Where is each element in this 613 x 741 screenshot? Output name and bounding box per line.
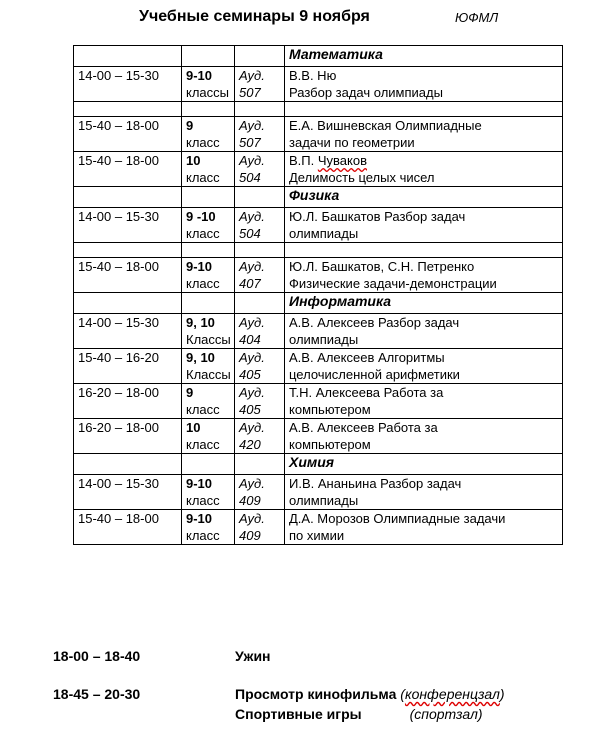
grade-number: 9-10: [186, 511, 213, 526]
session-room: [235, 67, 285, 102]
empty-cell: [235, 102, 285, 117]
empty-cell: [74, 454, 182, 475]
empty-cell: [235, 187, 285, 208]
session-topic: олимпиады: [289, 493, 359, 508]
section-header: [74, 454, 563, 475]
session-description: [285, 117, 563, 152]
extra-place-name: конференцзал: [404, 686, 500, 702]
grade-word: класс: [186, 493, 220, 508]
schedule-row: [74, 152, 563, 187]
session-room: [235, 258, 285, 293]
session-topic: олимпиады: [289, 226, 359, 241]
empty-cell: [74, 187, 182, 208]
schedule-row: [74, 475, 563, 510]
empty-cell: [235, 243, 285, 258]
room-label: Ауд.: [239, 385, 265, 400]
section-header: [74, 293, 563, 314]
session-topic: компьютером: [289, 402, 371, 417]
grade-word: класс: [186, 276, 220, 291]
session-topic: Делимость целых чисел: [289, 170, 435, 185]
session-topic: Разбор задач олимпиады: [289, 85, 443, 100]
grade-word: класс: [186, 402, 220, 417]
session-grade: [182, 208, 235, 243]
room-number: 507: [239, 135, 261, 150]
room-number: 405: [239, 402, 261, 417]
grade-number: 9: [186, 118, 194, 133]
room-number: 404: [239, 332, 261, 347]
session-time: 14-00 – 15-30: [74, 208, 182, 243]
session-description: [285, 384, 563, 419]
room-number: 504: [239, 226, 261, 241]
session-time: 15-40 – 16-20: [74, 349, 182, 384]
grade-word: класс: [186, 170, 220, 185]
section-subject: Математика: [285, 46, 563, 67]
session-grade: [182, 67, 235, 102]
session-time: 14-00 – 15-30: [74, 314, 182, 349]
session-time: 14-00 – 15-30: [74, 475, 182, 510]
session-teacher: А.В. Алексеев Алгоритмы: [289, 350, 445, 365]
room-number: 409: [239, 528, 261, 543]
session-time: 15-40 – 18-00: [74, 510, 182, 545]
session-grade: [182, 510, 235, 545]
page-title: Учебные семинары 9 ноября: [139, 8, 370, 25]
session-room: [235, 314, 285, 349]
room-label: Ауд.: [239, 68, 265, 83]
extra-place: (спортзал): [409, 706, 483, 722]
session-time: 15-40 – 18-00: [74, 258, 182, 293]
grade-word: класс: [186, 226, 220, 241]
session-teacher: И.В. Ананьина Разбор задач: [289, 476, 462, 491]
schedule-row: [74, 349, 563, 384]
empty-cell: [235, 46, 285, 67]
grade-number: 9: [186, 385, 194, 400]
page-header: [0, 6, 613, 28]
session-description: [285, 419, 563, 454]
grade-number: 9, 10: [186, 350, 215, 365]
session-time: 14-00 – 15-30: [74, 67, 182, 102]
session-topic: компьютером: [289, 437, 371, 452]
room-label: Ауд.: [239, 511, 265, 526]
grade-number: 9-10: [186, 68, 213, 83]
session-room: [235, 419, 285, 454]
session-description: [285, 349, 563, 384]
section-subject: Информатика: [285, 293, 563, 314]
schedule-row: [74, 510, 563, 545]
room-label: Ауд.: [239, 118, 265, 133]
session-grade: [182, 349, 235, 384]
room-label: Ауд.: [239, 259, 265, 274]
session-grade: [182, 258, 235, 293]
schedule-row: [74, 419, 563, 454]
grade-word: класс: [186, 135, 220, 150]
schedule-row: [74, 67, 563, 102]
session-description: [285, 475, 563, 510]
grade-word: классы: [186, 85, 229, 100]
session-time: 15-40 – 18-00: [74, 152, 182, 187]
schedule-body: [74, 46, 563, 545]
room-label: Ауд.: [239, 350, 265, 365]
session-teacher: Е.А. Вишневская Олимпиадные: [289, 118, 482, 133]
session-topic: задачи по геометрии: [289, 135, 415, 150]
empty-cell: [182, 46, 235, 67]
section-header: [74, 46, 563, 67]
session-room: [235, 384, 285, 419]
grade-number: 9, 10: [186, 315, 215, 330]
grade-number: 10: [186, 420, 201, 435]
session-time: 16-20 – 18-00: [74, 419, 182, 454]
session-topic: олимпиады: [289, 332, 359, 347]
school-tag: ЮФМЛ: [455, 10, 499, 25]
extra-place: (конференцзал): [400, 686, 505, 702]
room-label: Ауд.: [239, 209, 265, 224]
session-description: [285, 152, 563, 187]
empty-cell: [285, 243, 563, 258]
session-grade: [182, 384, 235, 419]
session-teacher: А.В. Алексеев Разбор задач: [289, 315, 460, 330]
room-number: 409: [239, 493, 261, 508]
empty-cell: [235, 454, 285, 475]
room-number: 407: [239, 276, 261, 291]
section-subject: Физика: [285, 187, 563, 208]
session-topic: по химии: [289, 528, 345, 543]
room-number: 507: [239, 85, 261, 100]
empty-cell: [74, 102, 182, 117]
room-number: 405: [239, 367, 261, 382]
session-description: [285, 208, 563, 243]
session-topic: целочисленной арифметики: [289, 367, 460, 382]
empty-cell: [235, 293, 285, 314]
session-room: [235, 117, 285, 152]
extra-label: [235, 686, 505, 702]
session-room: [235, 208, 285, 243]
schedule-row: [74, 117, 563, 152]
session-grade: [182, 475, 235, 510]
grade-word: Классы: [186, 332, 231, 347]
session-room: [235, 152, 285, 187]
session-time: 16-20 – 18-00: [74, 384, 182, 419]
session-grade: [182, 314, 235, 349]
session-teacher: Ю.Л. Башкатов, С.Н. Петренко: [289, 259, 475, 274]
session-teacher: Д.А. Морозов Олимпиадные задачи: [289, 511, 506, 526]
empty-cell: [74, 293, 182, 314]
spacer-row: [74, 102, 563, 117]
session-description: [285, 510, 563, 545]
grade-number: 10: [186, 153, 201, 168]
room-label: Ауд.: [239, 315, 265, 330]
grade-number: 9-10: [186, 476, 213, 491]
empty-cell: [182, 454, 235, 475]
schedule-row: [74, 258, 563, 293]
schedule-row: [74, 314, 563, 349]
session-description: [285, 314, 563, 349]
empty-cell: [182, 187, 235, 208]
extra-time: 18-00 – 18-40: [53, 648, 141, 664]
grade-word: класс: [186, 528, 220, 543]
extra-time: 18-45 – 20-30: [53, 686, 141, 702]
session-description: [285, 258, 563, 293]
session-teacher: А.В. Алексеев Работа за: [289, 420, 438, 435]
session-topic: Физические задачи-демонстрации: [289, 276, 497, 291]
extra-label-text: Спортивные игры: [235, 706, 362, 722]
schedule-row: [74, 384, 563, 419]
empty-cell: [74, 243, 182, 258]
session-description: [285, 67, 563, 102]
empty-cell: [182, 102, 235, 117]
spacer-row: [74, 243, 563, 258]
room-label: Ауд.: [239, 420, 265, 435]
session-room: [235, 510, 285, 545]
session-time: 15-40 – 18-00: [74, 117, 182, 152]
grade-word: Классы: [186, 367, 231, 382]
session-grade: [182, 419, 235, 454]
empty-cell: [74, 46, 182, 67]
session-teacher: В.П. Чуваков: [289, 153, 367, 168]
room-label: Ауд.: [239, 153, 265, 168]
schedule-row: [74, 208, 563, 243]
session-room: [235, 475, 285, 510]
extra-label-text: Просмотр кинофильма: [235, 686, 397, 702]
extra-label: [235, 706, 483, 722]
section-subject: Химия: [285, 454, 563, 475]
room-number: 420: [239, 437, 261, 452]
empty-cell: [182, 243, 235, 258]
room-label: Ауд.: [239, 476, 265, 491]
session-teacher: Т.Н. Алексеева Работа за: [289, 385, 444, 400]
grade-word: класс: [186, 437, 220, 452]
session-room: [235, 349, 285, 384]
schedule-table: [73, 45, 563, 545]
session-teacher: В.В. Ню: [289, 68, 337, 83]
grade-number: 9-10: [186, 259, 213, 274]
session-grade: [182, 152, 235, 187]
empty-cell: [285, 102, 563, 117]
empty-cell: [182, 293, 235, 314]
session-grade: [182, 117, 235, 152]
extra-label: Ужин: [235, 648, 271, 664]
grade-number: 9 -10: [186, 209, 216, 224]
section-header: [74, 187, 563, 208]
session-teacher: Ю.Л. Башкатов Разбор задач: [289, 209, 466, 224]
room-number: 504: [239, 170, 261, 185]
